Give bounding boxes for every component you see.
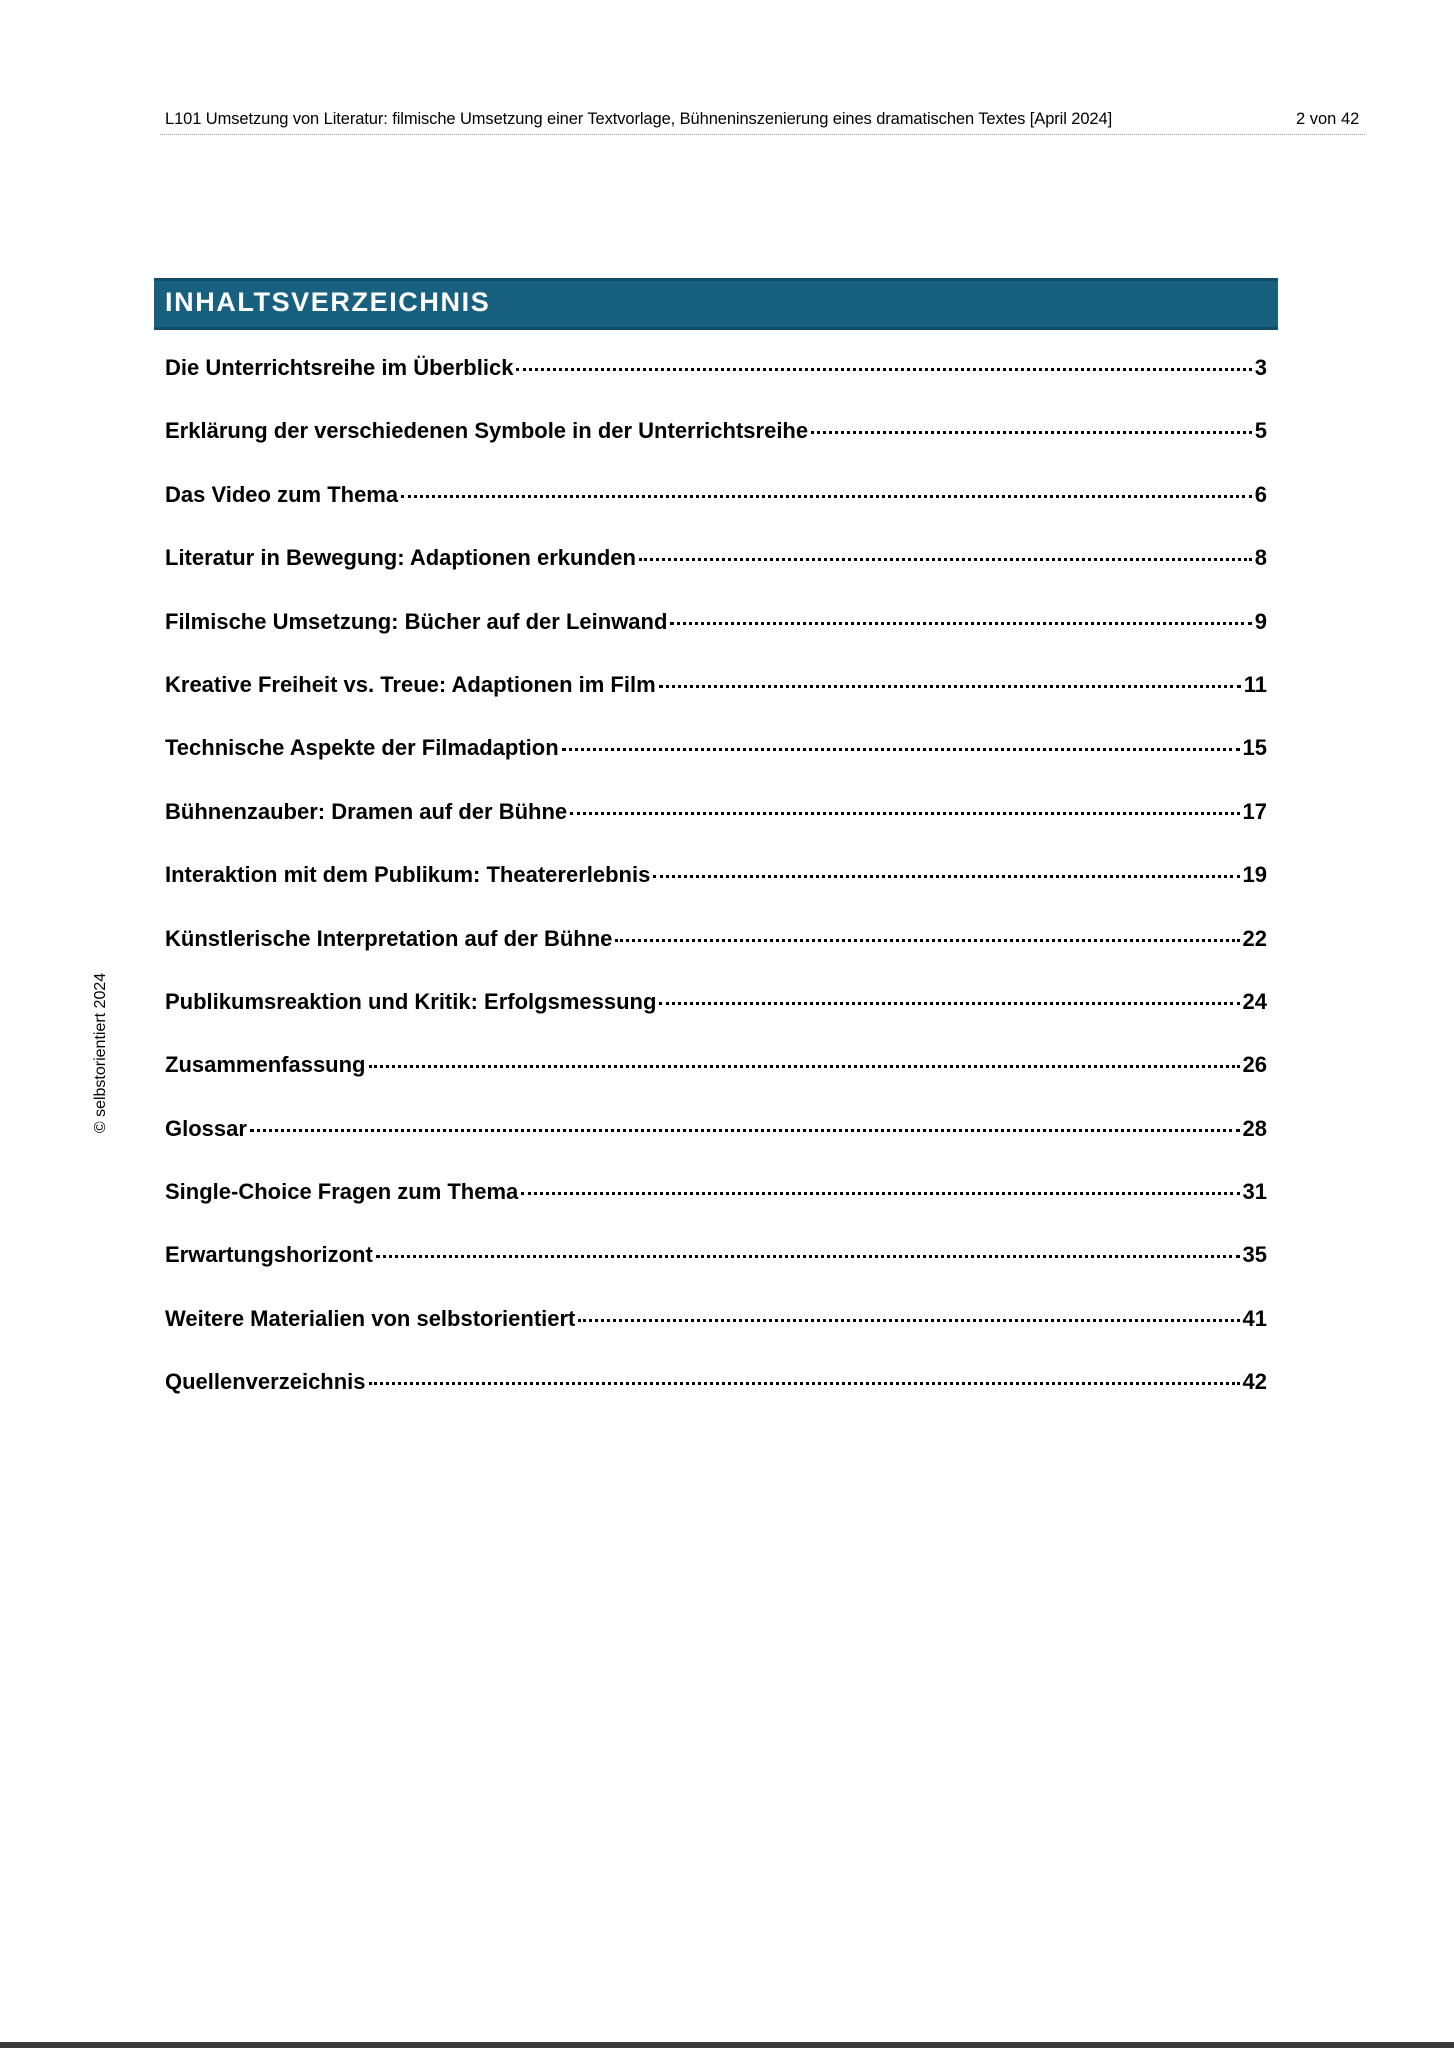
toc-entry-label: Technische Aspekte der Filmadaption xyxy=(165,735,559,761)
toc-entry[interactable] xyxy=(165,989,1267,1052)
toc-entry-label: Erklärung der verschiedenen Symbole in der Unterrichtsreihe xyxy=(165,418,809,444)
toc-entry-page: 15 xyxy=(1242,735,1267,761)
toc-entry[interactable] xyxy=(165,1369,1267,1432)
toc-entry-label: Single-Choice Fragen zum Thema xyxy=(165,1179,519,1205)
toc-dot-leader xyxy=(369,1382,1240,1385)
toc-entry-label: Filmische Umsetzung: Bücher auf der Leinwand xyxy=(165,608,668,634)
toc-dot-leader xyxy=(516,368,1251,371)
toc-entry-page: 3 xyxy=(1254,355,1267,380)
toc-entry[interactable] xyxy=(165,735,1267,798)
toc-dot-leader xyxy=(369,1065,1240,1068)
toc-entry-page: 26 xyxy=(1242,1052,1267,1078)
toc-entry-label: Quellenverzeichnis xyxy=(165,1369,366,1395)
toc-entry-label: Erwartungshorizont xyxy=(165,1242,373,1268)
toc-entry[interactable] xyxy=(165,1116,1267,1179)
toc-entry-label: Literatur in Bewegung: Adaptionen erkunden xyxy=(165,545,636,571)
toc-entry-page: 28 xyxy=(1242,1115,1267,1141)
toc-entry[interactable] xyxy=(165,545,1267,608)
toc-entry-label: Interaktion mit dem Publikum: Theatererlebnis xyxy=(165,862,651,888)
toc-entry-label: Publikumsreaktion und Kritik: Erfolgsmessung xyxy=(165,988,657,1014)
toc-entry-label: Künstlerische Interpretation auf der Bühne xyxy=(165,925,613,951)
table-of-contents xyxy=(165,355,1267,1433)
toc-dot-leader xyxy=(811,431,1252,434)
toc-entry-page: 8 xyxy=(1254,545,1267,571)
toc-entry[interactable] xyxy=(165,1052,1267,1115)
toc-entry-page: 24 xyxy=(1242,988,1267,1014)
copyright-note: © selbstorientiert 2024 xyxy=(92,972,109,1134)
toc-entry[interactable] xyxy=(165,482,1267,545)
toc-entry-page: 6 xyxy=(1254,481,1267,507)
toc-dot-leader xyxy=(521,1192,1239,1195)
toc-dot-leader xyxy=(659,1002,1239,1005)
document-title: L101 Umsetzung von Literatur: filmische Umsetzung einer Textvorlage, Bühneninszenierung eines dramatischen Textes [April 2024] xyxy=(165,110,1113,128)
toc-entry[interactable] xyxy=(165,799,1267,862)
toc-dot-leader xyxy=(376,1255,1240,1258)
toc-dot-leader xyxy=(401,495,1252,498)
toc-dot-leader xyxy=(615,939,1239,942)
toc-entry-label: Die Unterrichtsreihe im Überblick xyxy=(165,355,514,380)
toc-entry[interactable] xyxy=(165,355,1267,418)
toc-entry-page: 17 xyxy=(1242,798,1267,824)
toc-entry-page: 35 xyxy=(1242,1242,1267,1268)
toc-entry-page: 9 xyxy=(1254,608,1267,634)
toc-entry[interactable] xyxy=(165,609,1267,672)
toc-dot-leader xyxy=(670,622,1251,625)
toc-heading: INHALTSVERZEICHNIS xyxy=(165,287,491,317)
toc-entry-label: Zusammenfassung xyxy=(165,1052,366,1078)
toc-entry-page: 11 xyxy=(1243,671,1267,697)
toc-entry-label: Weitere Materialien von selbstorientiert xyxy=(165,1305,576,1331)
toc-dot-leader xyxy=(659,685,1241,688)
toc-entry-page: 41 xyxy=(1242,1305,1267,1331)
toc-dot-leader xyxy=(250,1129,1240,1132)
toc-entry-page: 31 xyxy=(1242,1179,1267,1205)
toc-entry-page: 19 xyxy=(1242,862,1267,888)
toc-entry[interactable] xyxy=(165,672,1267,735)
toc-dot-leader xyxy=(562,748,1240,751)
toc-entry[interactable] xyxy=(165,418,1267,481)
toc-entry-page: 5 xyxy=(1254,418,1267,444)
toc-entry-label: Glossar xyxy=(165,1115,247,1141)
toc-dot-leader xyxy=(570,812,1239,815)
toc-entry-label: Bühnenzauber: Dramen auf der Bühne xyxy=(165,798,568,824)
toc-entry-label: Das Video zum Thema xyxy=(165,481,399,507)
toc-entry-label: Kreative Freiheit vs. Treue: Adaptionen im Film xyxy=(165,671,656,697)
toc-entry[interactable] xyxy=(165,926,1267,989)
toc-entry[interactable] xyxy=(165,1306,1267,1369)
toc-dot-leader xyxy=(653,875,1239,878)
page-header xyxy=(160,108,1365,134)
toc-entry-page: 22 xyxy=(1242,925,1267,951)
toc-entry[interactable] xyxy=(165,1179,1267,1242)
bottom-edge-bar xyxy=(0,2042,1454,2048)
toc-entry[interactable] xyxy=(165,1242,1267,1305)
toc-entry-page: 42 xyxy=(1242,1369,1267,1395)
toc-heading-bar xyxy=(154,278,1278,330)
toc-dot-leader xyxy=(639,558,1252,561)
toc-entry[interactable] xyxy=(165,862,1267,925)
toc-dot-leader xyxy=(578,1319,1239,1322)
page-indicator: 2 von 42 xyxy=(1296,110,1360,128)
header-divider xyxy=(160,134,1365,135)
